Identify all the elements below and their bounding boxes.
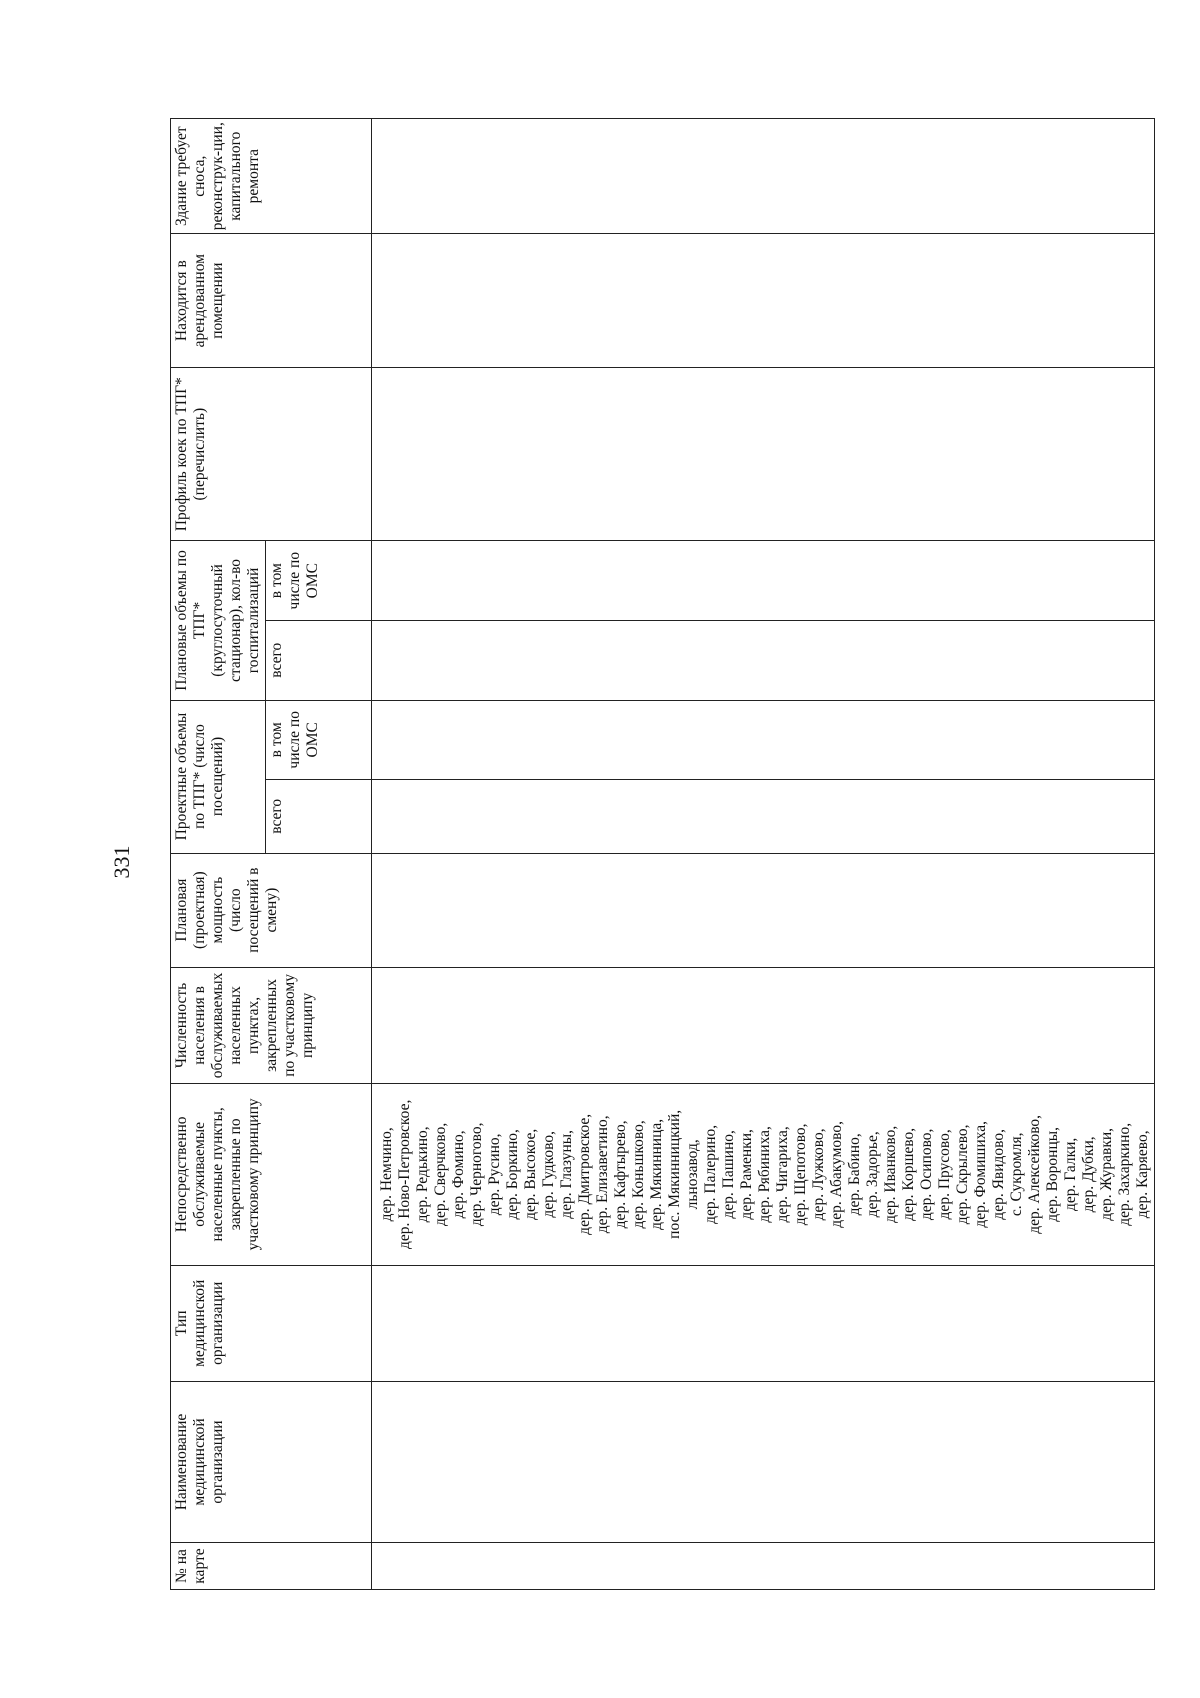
list-item: дер. Ново-Петровское, xyxy=(396,1099,413,1250)
header-hospital-total: всего xyxy=(266,620,372,700)
list-item: дер. Дубки, xyxy=(1080,1136,1097,1213)
list-item: дер. Щепотово, xyxy=(792,1123,809,1226)
list-item: дер. Галки, xyxy=(1062,1137,1079,1211)
header-visits-oms: в том числе по ОМС xyxy=(266,700,372,780)
table-frame xyxy=(170,118,1151,1590)
list-item: льнозавод, xyxy=(684,1139,701,1210)
list-item: дер. Бабино, xyxy=(846,1133,863,1216)
list-item: дер. Лужково, xyxy=(810,1128,827,1221)
list-item: дер. Пашино, xyxy=(720,1130,737,1219)
cell-repair xyxy=(372,119,1155,234)
list-item: дер. Фомино, xyxy=(450,1130,467,1219)
list-item: дер. Абакумово, xyxy=(828,1120,845,1228)
list-item: дер. Высокое, xyxy=(522,1128,539,1220)
list-item: дер. Рябиниха, xyxy=(756,1126,773,1223)
header-population: Численность населения в обслуживаемых населенных пунктах, закрепленных по участковому принципу xyxy=(171,967,372,1083)
header-repair: Здание требует сноса, реконструк-ции, капитального ремонта xyxy=(171,119,372,234)
list-item: дер. Захаркино, xyxy=(1116,1122,1133,1226)
rotated-table-wrapper xyxy=(170,118,1151,1590)
list-item: дер. Боркино, xyxy=(504,1129,521,1220)
list-item: дер. Каряево, xyxy=(1134,1130,1151,1219)
list-item: дер. Воронцы, xyxy=(1044,1126,1061,1222)
list-item: дер. Глазуны, xyxy=(558,1129,575,1219)
header-org-name: Наименование медицинской организации xyxy=(171,1381,372,1542)
list-item: дер. Задорье, xyxy=(864,1131,881,1218)
list-item: дер. Гудково, xyxy=(540,1131,557,1218)
list-item: дер. Сверчково, xyxy=(432,1122,449,1226)
header-rented: Находится в арендованном помещении xyxy=(171,234,372,368)
header-map-no: № на карте xyxy=(171,1543,372,1590)
list-item: дер. Прусово, xyxy=(936,1129,953,1220)
list-item: с. Сукромля, xyxy=(1008,1132,1025,1217)
list-item: дер. Фомишиха, xyxy=(972,1121,989,1228)
cell-org-name xyxy=(372,1381,1155,1542)
cell-settlements xyxy=(372,1084,1155,1266)
cell-visits-total xyxy=(372,780,1155,853)
list-item: дер. Черногово, xyxy=(468,1122,485,1227)
header-capacity: Плановая (проектная) мощность (число посещений в смену) xyxy=(171,853,372,967)
list-item: дер. Иванково, xyxy=(882,1125,899,1223)
cell-population xyxy=(372,967,1155,1083)
list-item: дер. Русино, xyxy=(486,1133,503,1216)
list-item: дер. Журавки, xyxy=(1098,1127,1115,1221)
cell-rented xyxy=(372,234,1155,368)
header-hospital: Плановые объемы по ТПГ* (круглосуточный стационар), кол-во госпитализаций xyxy=(171,541,266,700)
list-item: дер. Коньшково, xyxy=(630,1120,647,1229)
cell-hospital-oms xyxy=(372,541,1155,621)
list-item: дер. Дмитровское, xyxy=(576,1113,593,1235)
list-item: дер. Скрылево, xyxy=(954,1124,971,1225)
header-beds-profile: Профиль коек по ТПГ* (перечислить) xyxy=(171,367,372,540)
cell-visits-oms xyxy=(372,700,1155,780)
list-item: дер. Немчино, xyxy=(378,1127,395,1222)
header-visits: Проектные объемы по ТПГ* (число посещений) xyxy=(171,700,266,853)
cell-hospital-total xyxy=(372,620,1155,700)
list-item: дер. Мякинница, xyxy=(648,1118,665,1230)
medical-organizations-table xyxy=(170,118,1155,1590)
list-item: дер. Осипово, xyxy=(918,1128,935,1221)
list-item: дер. Редькино, xyxy=(414,1126,431,1223)
page-number: 331 xyxy=(109,845,134,879)
list-item: дер. Кафтырево, xyxy=(612,1120,629,1229)
list-item: пос. Мякинницкий, xyxy=(666,1109,683,1239)
header-settlements: Непосредственно обслуживаемые населенные пункты, закрепленные по участковому принципу xyxy=(171,1084,372,1266)
cell-org-type xyxy=(372,1265,1155,1381)
list-item: дер. Палерино, xyxy=(702,1124,719,1224)
table-row xyxy=(372,119,1155,1590)
cell-beds-profile xyxy=(372,367,1155,540)
header-visits-total: всего xyxy=(266,780,372,853)
list-item: дер. Коршево, xyxy=(900,1127,917,1221)
list-item: дер. Раменки, xyxy=(738,1129,755,1220)
cell-map-no xyxy=(372,1543,1155,1590)
list-item: дер. Чигариха, xyxy=(774,1126,791,1223)
header-org-type: Тип медицинской организации xyxy=(171,1265,372,1381)
list-item: дер. Алексейково, xyxy=(1026,1114,1043,1234)
cell-capacity xyxy=(372,853,1155,967)
header-row-1 xyxy=(171,119,266,1590)
header-hospital-oms: в том числе по ОМС xyxy=(266,541,372,621)
list-item: дер. Явидово, xyxy=(990,1128,1007,1220)
list-item: дер. Елизаветино, xyxy=(594,1115,611,1234)
